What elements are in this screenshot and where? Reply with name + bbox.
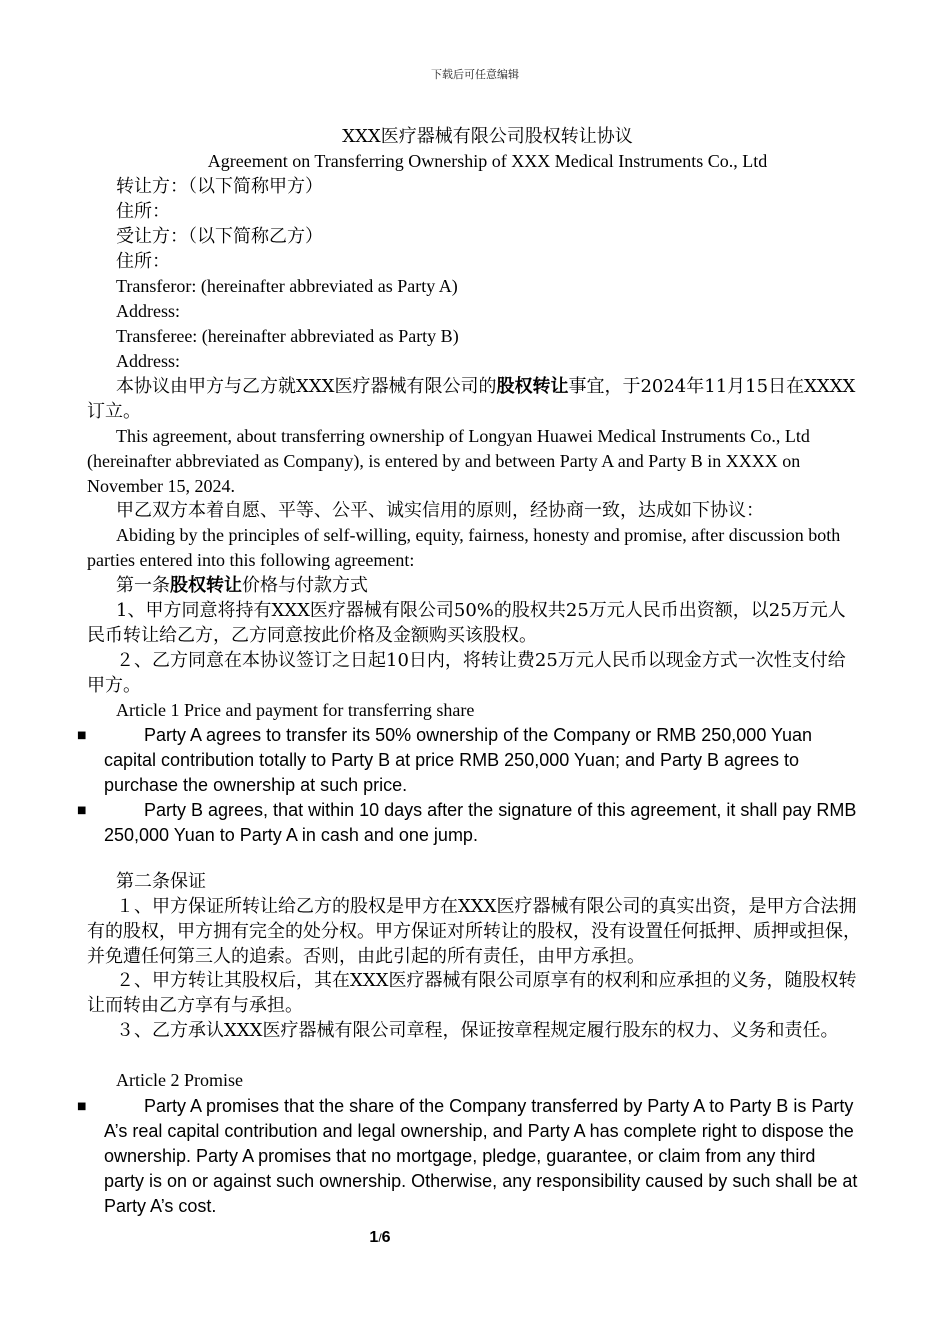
article1-heading-cn [116,573,368,598]
article2-bullet-1 [104,1094,860,1219]
article1-item1-cn: 1、甲方同意将持有XXX医疗器械有限公司50%的股权共25万元人民币出资额，以25万元人民币转让给乙方，乙方同意按此价格及金额购买该股权。 [87,600,846,646]
page-total: 6 [381,1229,391,1246]
intro-cn-bold: 股权转让 [496,376,569,397]
article2-item2-cn: ２、甲方转让其股权后，其在XXX医疗器械有限公司原享有的权利和应承担的义务，随股权转让而转由乙方享有与承担。 [87,970,857,1016]
article2-item3-cn: ３、乙方承认XXX医疗器械有限公司章程，保证按章程规定履行股东的权力、义务和责任。 [116,1020,839,1041]
page-separator: / [378,1231,382,1245]
title-chinese: XXX医疗器械有限公司股权转让协议 [342,126,633,147]
page-header: 下载后可任意编辑 [431,68,519,81]
page-current: 1 [369,1229,379,1246]
article1-heading-bold: 股权转让 [170,575,242,596]
article1-heading-en: Article 1 Price and payment for transferring share [116,700,475,720]
article1-bullet-2 [104,798,860,848]
address-en-2: Address: [116,351,180,371]
intro-cn-part1: 本协议由甲方与乙方就XXX医疗器械有限公司的 [116,376,497,397]
article1-bullet-1-text: Party A agrees to transfer its 50% ownership of the Company or RMB 250,000 Yuan capital contribution totally to Party B at price RMB 250,000 Yuan; and Party B agrees to purchase the ownership at such price. [104,725,813,795]
transferor-cn: 转让方：（以下简称甲方） [116,176,323,197]
intro-cn-part2: 事宜，于2024年11月15日在XXXX订立。 [87,376,856,422]
article2-bullet-1-text: Party A promises that the share of the Company transferred by Party A to Party B is Party A’s real capital contribution and legal ownership, and Party A has complete right to dispose the ownership. Party A promises that no mortgage, pledge, guarantee, or claim from any third party is on or against such ownership. Otherwise, any responsibility caused by such shall be at Party A’s cost. [104,1096,858,1216]
square-bullet-icon: ■ [77,730,87,741]
article1-heading-post: 价格与付款方式 [242,575,368,596]
address-cn-2: 住所： [116,251,170,272]
transferee-en: Transferee: (hereinafter abbreviated as Party B) [116,326,459,346]
transferor-en: Transferor: (hereinafter abbreviated as Party A) [116,276,458,296]
page-number [360,1229,400,1247]
intro-cn [87,374,862,424]
article1-item2-cn: ２、乙方同意在本协议签订之日起10日内，将转让费25万元人民币以现金方式一次性支付给甲方。 [87,650,846,696]
article1-heading-pre: 第一条 [116,575,170,596]
principles-cn: 甲乙双方本着自愿、平等、公平、诚实信用的原则，经协商一致，达成如下协议： [116,500,764,521]
transferee-cn: 受让方：（以下简称乙方） [116,226,323,247]
address-en-1: Address: [116,301,180,321]
square-bullet-icon: ■ [77,805,87,816]
title-english: Agreement on Transferring Ownership of XXX Medical Instruments Co., Ltd [207,151,768,171]
article1-bullet-1 [104,723,860,798]
article2-heading-cn: 第二条保证 [116,871,206,892]
article2-item1-cn: １、甲方保证所转让给乙方的股权是甲方在XXX医疗器械有限公司的真实出资，是甲方合法拥有的股权，甲方拥有完全的处分权。甲方保证对所转让的股权，没有设置任何抵押、质押或担保，并免遭任何第三人的追索。否则，由此引起的所有责任，由甲方承担。 [87,896,861,967]
address-cn-1: 住所： [116,201,170,222]
principles-en: Abiding by the principles of self-willing, equity, fairness, honesty and promise, after discussion both parties entered into this following agreement: [87,525,841,570]
intro-en: This agreement, about transferring ownership of Longyan Huawei Medical Instruments Co., Ltd (hereinafter abbreviated as Company), is entered by and between Party A and Party B in XXXX on November 15, 2024. [87,426,810,496]
article1-bullet-2-text: Party B agrees, that within 10 days after the signature of this agreement, it shall pay RMB 250,000 Yuan to Party A in cash and one jump. [104,800,857,845]
square-bullet-icon: ■ [77,1101,87,1112]
article2-heading-en: Article 2 Promise [116,1070,243,1090]
